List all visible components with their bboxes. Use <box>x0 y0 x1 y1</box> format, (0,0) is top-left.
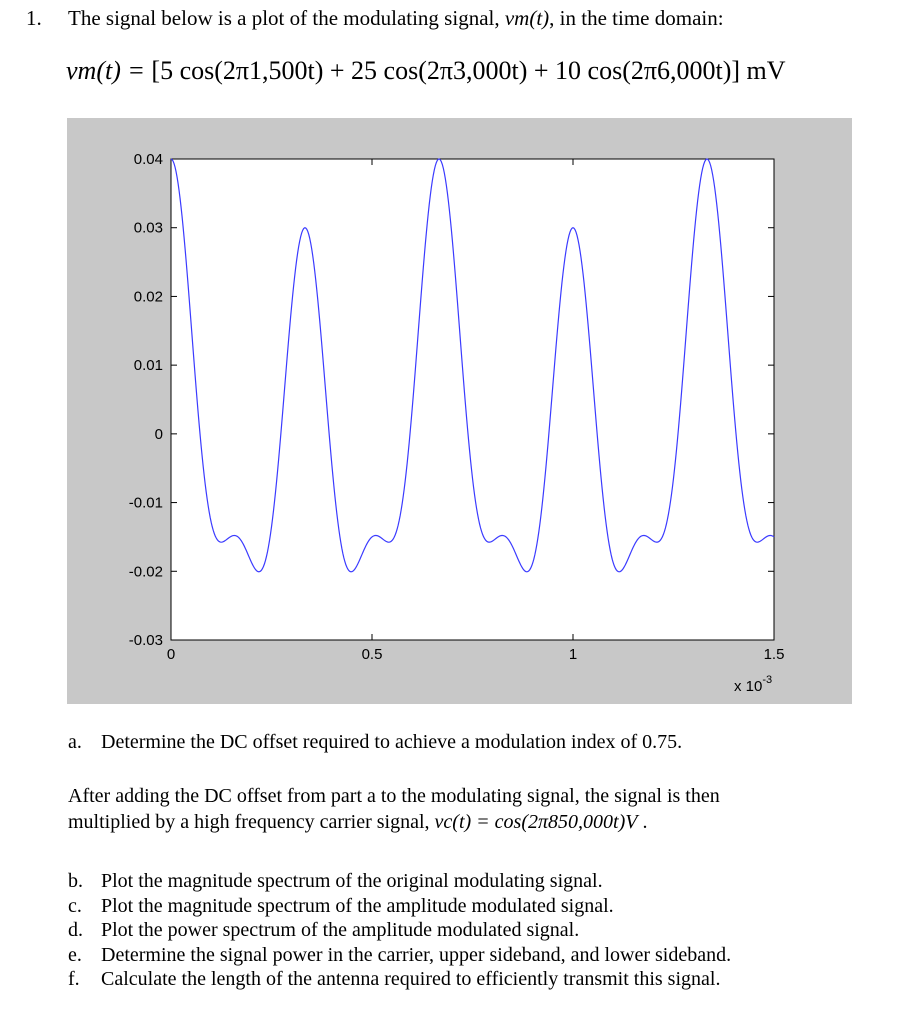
question-heading <box>26 6 724 31</box>
question-text-suffix: , in the time domain: <box>549 6 724 30</box>
part-c <box>68 894 731 919</box>
part-d <box>68 918 731 943</box>
part-text: Plot the power spectrum of the amplitude modulated signal. <box>101 919 580 941</box>
y-tick-label: 0.04 <box>133 151 163 168</box>
equation-lhs: vm(t) = <box>66 56 145 85</box>
figure-panel <box>67 118 852 704</box>
modulating-signal-equation <box>66 56 786 86</box>
x-tick-label: 1.5 <box>763 646 785 663</box>
y-tick-label: 0.02 <box>133 288 163 306</box>
signal-name: vm(t) <box>504 6 550 30</box>
paragraph-line-1: After adding the DC offset from part a to the modulating signal, the signal is then <box>68 785 720 807</box>
question-text-prefix: The signal below is a plot of the modulating signal, <box>68 6 505 30</box>
carrier-paragraph <box>68 783 868 835</box>
part-label: e. <box>68 943 82 966</box>
time-domain-plot <box>67 118 852 704</box>
part-b <box>68 869 731 894</box>
y-tick-label: -0.02 <box>128 563 163 581</box>
y-tick-label: 0.01 <box>133 357 163 375</box>
part-text: Plot the magnitude spectrum of the original modulating signal. <box>101 870 603 892</box>
paragraph-line-2 <box>68 809 868 835</box>
part-f <box>68 967 731 992</box>
part-e <box>68 943 731 968</box>
y-tick-label: 0.03 <box>133 219 163 237</box>
y-tick-label: 0 <box>154 425 163 443</box>
part-label: b. <box>68 870 83 892</box>
x-multiplier-exponent: -3 <box>762 674 773 686</box>
part-label: c. <box>68 894 82 917</box>
x-tick-label: 0.5 <box>361 646 383 663</box>
question-number: 1. <box>26 6 42 30</box>
part-a-text: Determine the DC offset required to achieve a modulation index of 0.75. <box>101 731 683 753</box>
part-label: d. <box>68 919 83 941</box>
carrier-equation: vc(t) = cos(2π850,000t)V <box>434 811 638 833</box>
part-text: Calculate the length of the antenna required to efficiently transmit this signal. <box>101 968 721 990</box>
equation-rhs: [5 cos(2π1,500t) + 25 cos(2π3,000t) + 10 cos(2π6,000t)] mV <box>151 56 786 85</box>
y-tick-label: -0.01 <box>128 494 163 512</box>
part-a-label: a. <box>68 731 82 753</box>
x-tick-label: 1 <box>568 646 578 663</box>
paragraph-line-2-suffix: . <box>637 811 648 833</box>
plot-area <box>171 159 774 640</box>
x-multiplier-label: x $10^{-3}$ <box>734 674 773 695</box>
paragraph-line-2-prefix: multiplied by a high frequency carrier signal, <box>68 811 435 833</box>
part-a <box>68 731 682 754</box>
part-text: Determine the signal power in the carrier, upper sideband, and lower sideband. <box>101 943 732 966</box>
x-tick-label: 0 <box>166 646 176 663</box>
y-tick-label: -0.03 <box>128 632 163 649</box>
part-label: f. <box>68 968 80 990</box>
part-text: Plot the magnitude spectrum of the amplitude modulated signal. <box>101 894 614 917</box>
question-parts-list <box>68 869 731 992</box>
